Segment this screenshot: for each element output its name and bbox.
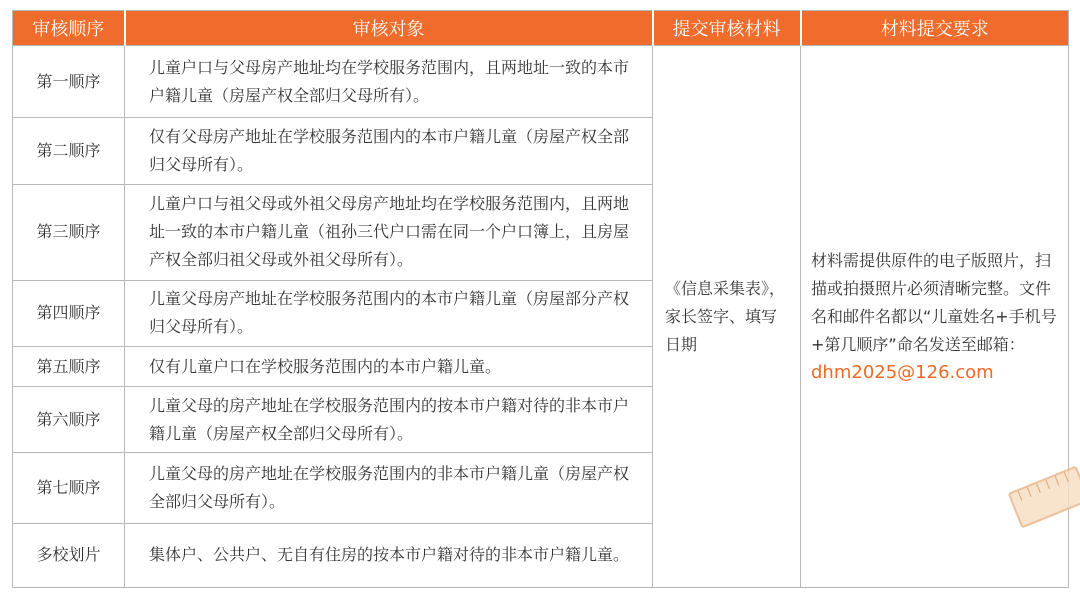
target-cell: 儿童父母房产地址在学校服务范围内的本市户籍儿童（房屋部分产权归父母所有）。 [125, 280, 653, 346]
table-header-row [13, 11, 1069, 46]
order-cell: 多校划片 [13, 523, 125, 587]
header-materials: 提交审核材料 [653, 11, 801, 46]
order-cell: 第一顺序 [13, 46, 125, 118]
target-cell: 儿童户口与祖父母或外祖父母房产地址均在学校服务范围内，且两地址一致的本市户籍儿童（祖孙三代户口需在同一个户口簿上，且房屋产权全部归祖父母或外祖父母所有）。 [125, 184, 653, 280]
materials-cell: 《信息采集表》，家长签字、填写日期 [653, 46, 801, 588]
target-cell: 仅有父母房产地址在学校服务范围内的本市户籍儿童（房屋产权全部归父母所有）。 [125, 118, 653, 184]
target-cell: 儿童父母的房产地址在学校服务范围内的按本市户籍对待的非本市户籍儿童（房屋产权全部归父母所有）。 [125, 387, 653, 453]
target-cell: 儿童户口与父母房产地址均在学校服务范围内，且两地址一致的本市户籍儿童（房屋产权全部归父母所有）。 [125, 46, 653, 118]
header-requirements: 材料提交要求 [801, 11, 1069, 46]
order-cell: 第三顺序 [13, 184, 125, 280]
order-cell: 第七顺序 [13, 453, 125, 523]
order-cell: 第四顺序 [13, 280, 125, 346]
target-cell: 仅有儿童户口在学校服务范围内的本市户籍儿童。 [125, 347, 653, 387]
review-order-table [12, 10, 1069, 588]
order-cell: 第五顺序 [13, 347, 125, 387]
order-cell: 第六顺序 [13, 387, 125, 453]
table-row [13, 46, 1069, 118]
header-review-target: 审核对象 [125, 11, 653, 46]
requirements-text: 材料需提供原件的电子版照片，扫描或拍摄照片必须清晰完整。文件名和邮件名都以“儿童姓名+手机号+第几顺序”命名发送至邮箱： [811, 250, 1057, 354]
header-review-order: 审核顺序 [13, 11, 125, 46]
target-cell: 儿童父母的房产地址在学校服务范围内的非本市户籍儿童（房屋产权全部归父母所有）。 [125, 453, 653, 523]
target-cell: 集体户、公共户、无自有住房的按本市户籍对待的非本市户籍儿童。 [125, 523, 653, 587]
order-cell: 第二顺序 [13, 118, 125, 184]
email-address: dhm2025@126.com [811, 361, 994, 383]
review-table-container [12, 10, 1068, 588]
